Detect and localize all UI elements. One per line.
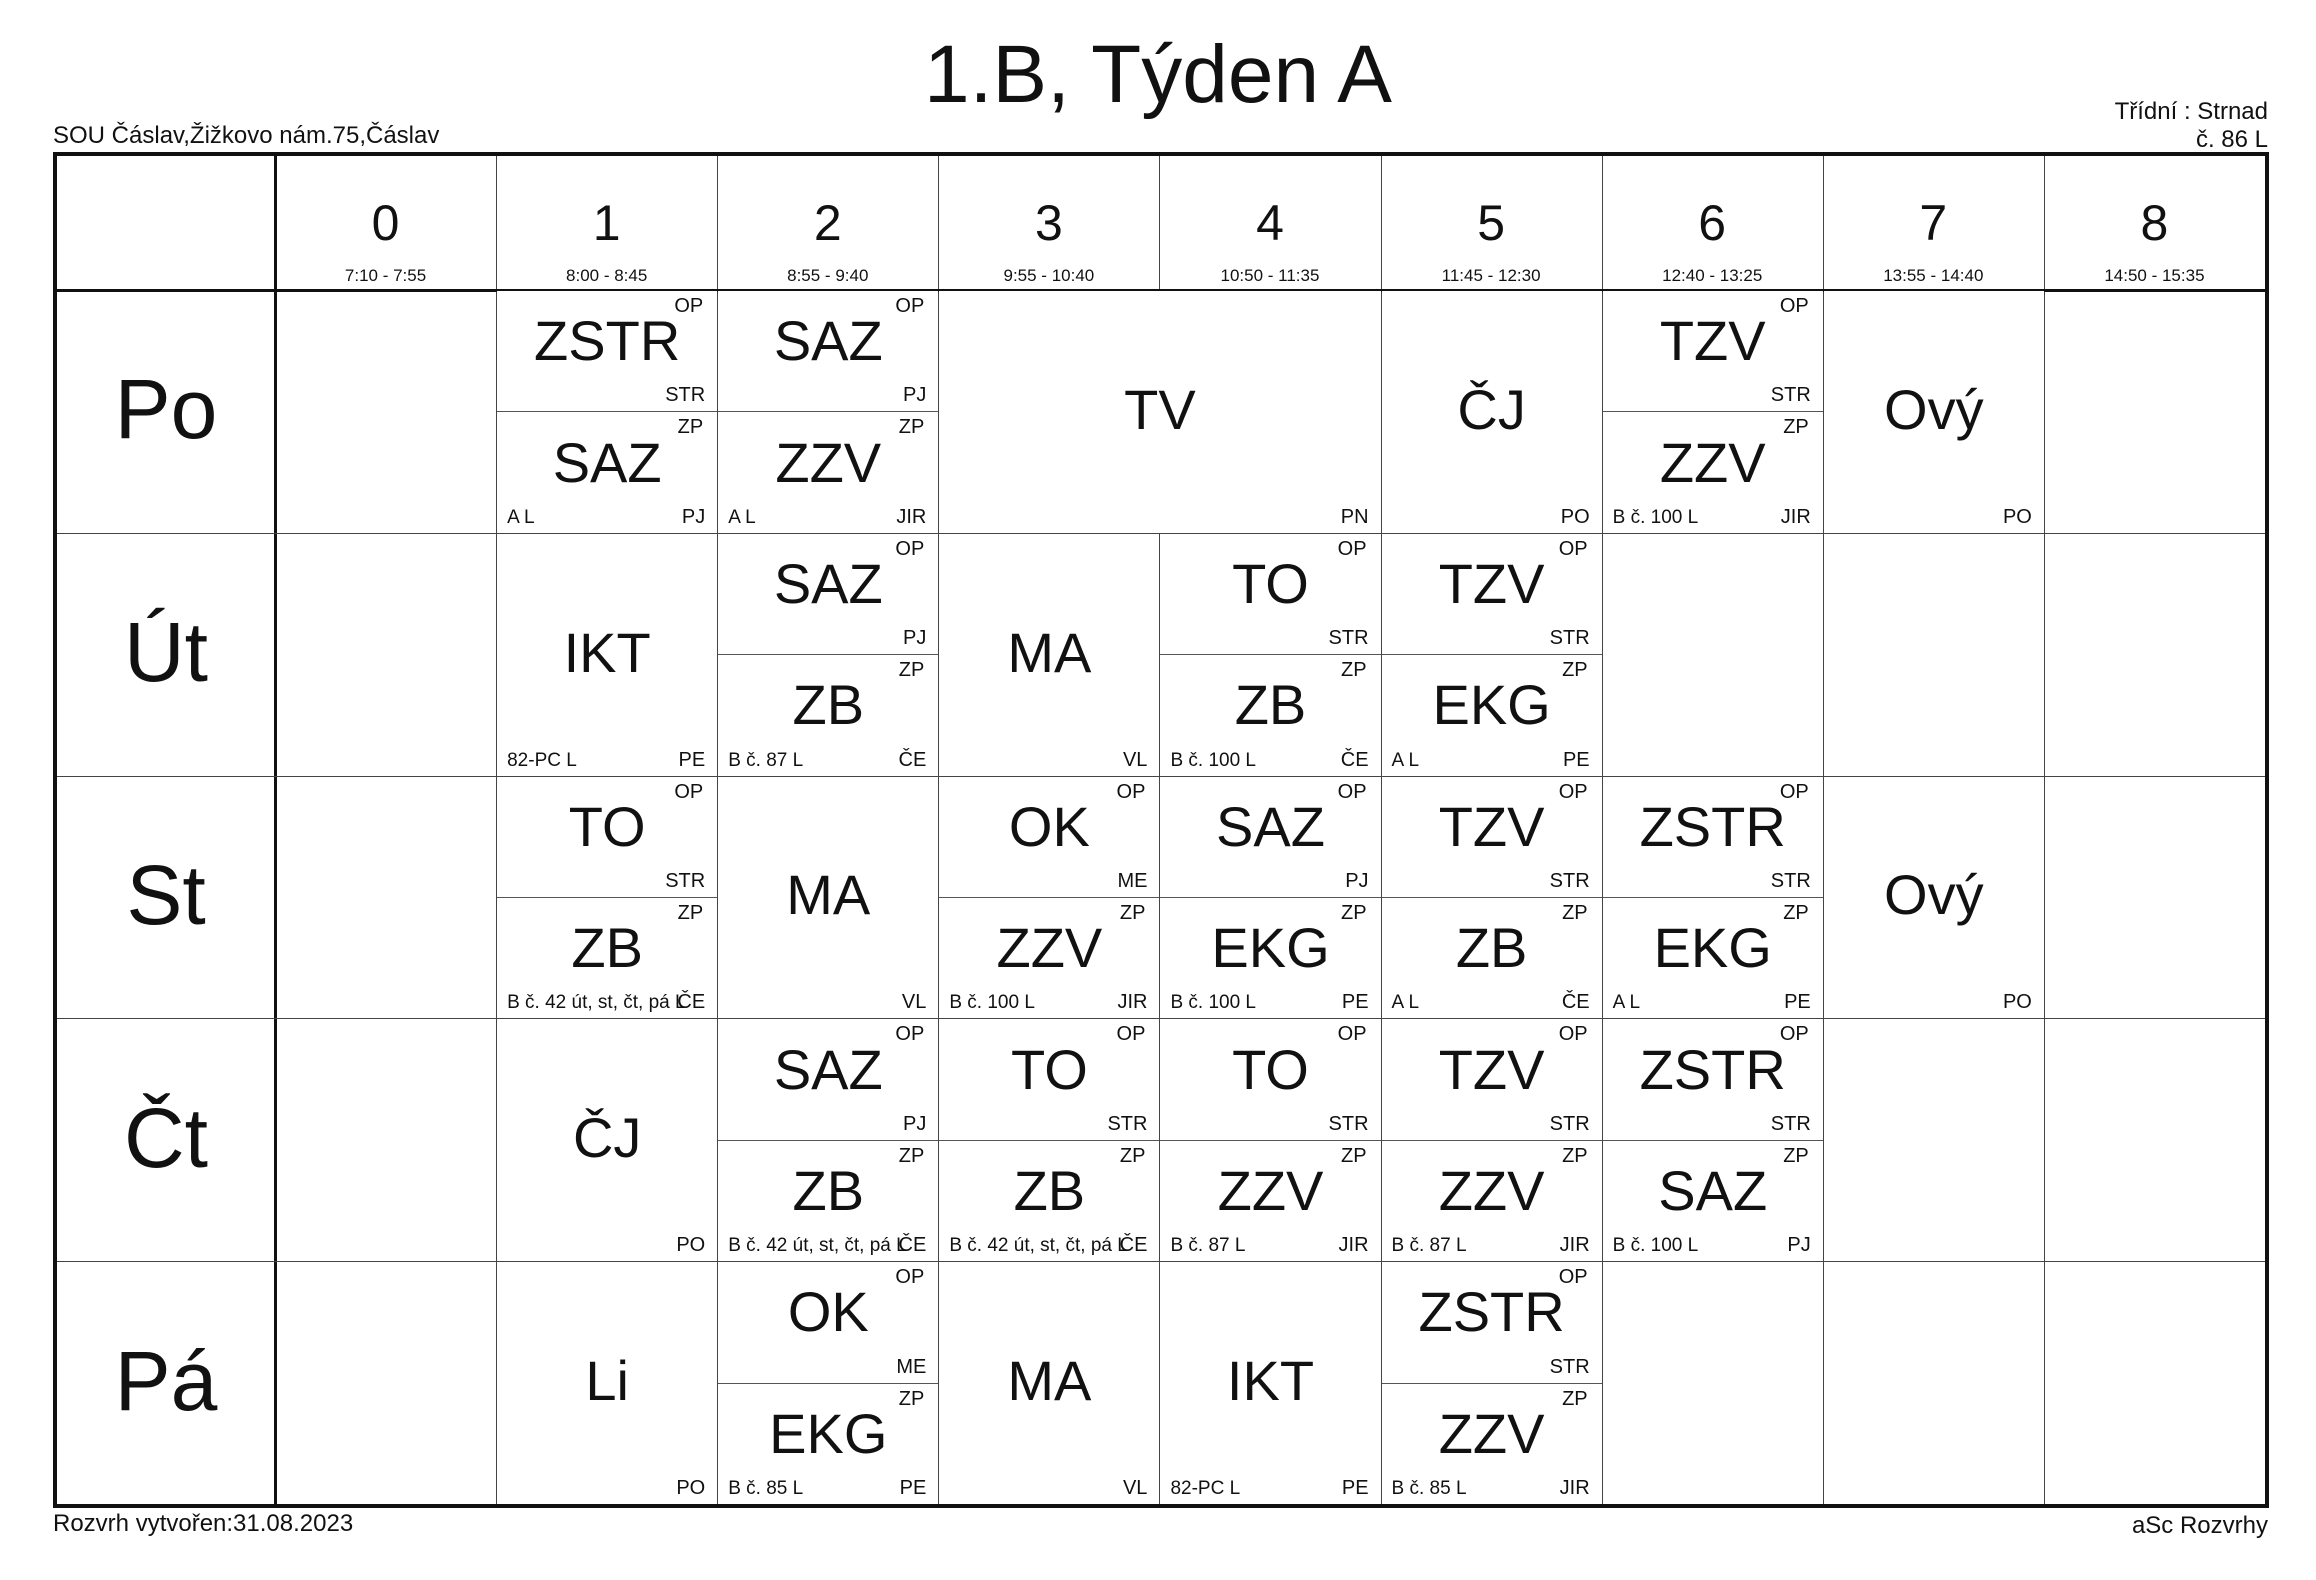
lesson-teacher: PE: [1562, 748, 1590, 771]
lesson-teacher: PE: [1341, 1476, 1369, 1499]
lesson-subject: SAZ: [773, 309, 883, 373]
lesson-teacher: ČE: [1561, 991, 1590, 1014]
lesson-room: B č. 87 L: [728, 749, 804, 771]
lesson-teacher: STR: [1328, 627, 1369, 650]
lesson-subject: Ový: [1884, 377, 1984, 441]
lesson-group: OP: [674, 780, 704, 803]
lesson-group: OP: [1558, 1266, 1588, 1289]
lesson-cell[interactable]: [718, 1383, 938, 1504]
lesson-subject: ČJ: [572, 1106, 642, 1170]
software-brand: aSc Rozvrhy: [2131, 1512, 2268, 1539]
lesson-teacher: PE: [1341, 991, 1369, 1014]
lesson-teacher: VL: [1122, 1476, 1148, 1499]
lesson-teacher: PO: [676, 1234, 706, 1257]
lesson-subject: TO: [568, 794, 646, 858]
lesson-subject: Li: [585, 1349, 629, 1413]
lesson-subject: ZB: [571, 916, 643, 980]
lesson-room: B č. 100 L: [1170, 749, 1256, 771]
lesson-subject: TZV: [1438, 551, 1545, 615]
lesson-cell[interactable]: [1160, 654, 1380, 775]
lesson-group: ZP: [1562, 659, 1588, 682]
lesson-teacher: PO: [2002, 991, 2032, 1014]
lesson-teacher: STR: [1549, 1355, 1590, 1378]
period-number: 7: [1919, 195, 1948, 251]
lesson-subject: ZZV: [1659, 430, 1766, 494]
day-name: Čt: [124, 1090, 208, 1185]
lesson-teacher: PJ: [902, 384, 927, 407]
lesson-teacher: STR: [1549, 627, 1590, 650]
class-teacher: [2115, 98, 2268, 154]
lesson-teacher: ČE: [1119, 1234, 1148, 1257]
lesson-subject: EKG: [1432, 673, 1551, 737]
lesson-subject: ZSTR: [1418, 1280, 1565, 1344]
lesson-teacher: ČE: [898, 748, 927, 771]
lesson-teacher: STR: [1328, 1112, 1369, 1135]
lesson-group: ZP: [1783, 416, 1809, 439]
period-number: 5: [1477, 195, 1505, 251]
lesson-room: A L: [1612, 992, 1641, 1014]
lesson-cell[interactable]: [1160, 897, 1380, 1018]
lesson-teacher: PJ: [1345, 869, 1369, 892]
period-header: [275, 156, 496, 290]
lesson-cell[interactable]: [497, 1262, 717, 1504]
lesson-subject: ZSTR: [1639, 1037, 1786, 1101]
lesson-room: A L: [728, 506, 756, 528]
lesson-teacher: JIR: [896, 505, 927, 528]
lesson-teacher: PO: [676, 1476, 706, 1499]
day-name: St: [126, 847, 206, 942]
lesson-cell[interactable]: [497, 897, 717, 1018]
period-time: 12:40 - 13:25: [1662, 266, 1763, 285]
lesson-cell[interactable]: [497, 777, 717, 897]
lesson-cell[interactable]: [1382, 1262, 1602, 1382]
lesson-subject: EKG: [769, 1401, 888, 1465]
lesson-teacher: JIR: [1559, 1234, 1590, 1257]
lesson-teacher: PJ: [902, 1112, 927, 1135]
period-time: 8:00 - 8:45: [566, 266, 648, 285]
lesson-subject: EKG: [1653, 916, 1772, 980]
lesson-teacher: JIR: [1338, 1234, 1369, 1257]
lesson-teacher: STR: [1107, 1112, 1148, 1135]
lesson-group: OP: [1337, 780, 1367, 803]
lesson-cell[interactable]: [1824, 291, 2044, 533]
lesson-subject: ZSTR: [534, 309, 681, 373]
lesson-subject: ZB: [1013, 1158, 1086, 1222]
day-label: [57, 1261, 275, 1504]
lesson-cell[interactable]: [1382, 291, 1602, 533]
lesson-room: A L: [1391, 992, 1420, 1014]
lesson-cell[interactable]: [497, 534, 717, 776]
lesson-subject: SAZ: [552, 430, 662, 494]
lesson-subject: OK: [1008, 794, 1090, 858]
lesson-room: B č. 42 út, st, čt, pá L: [949, 1235, 1128, 1257]
lesson-teacher: STR: [665, 869, 706, 892]
lesson-room: A L: [1391, 749, 1420, 771]
period-header: [938, 156, 1159, 290]
lesson-cell[interactable]: [1603, 777, 1823, 897]
lesson-room: B č. 42 út, st, čt, pá L: [728, 1235, 907, 1257]
lesson-cell[interactable]: [1824, 777, 2044, 1019]
lesson-cell[interactable]: [939, 1262, 1159, 1504]
lesson-subject: ČJ: [1457, 377, 1526, 441]
lesson-group: OP: [1779, 295, 1809, 317]
lesson-cell[interactable]: [1382, 897, 1602, 1018]
period-number: 0: [371, 195, 400, 251]
lesson-teacher: ČE: [1340, 748, 1369, 771]
period-number: 3: [1034, 195, 1063, 251]
lesson-cell[interactable]: [939, 1140, 1159, 1261]
lesson-group: ZP: [677, 416, 704, 439]
lesson-cell[interactable]: [1160, 1140, 1380, 1261]
lesson-cell[interactable]: [718, 1019, 938, 1139]
period-header: [1381, 156, 1602, 290]
lesson-group: ZP: [898, 1144, 925, 1167]
lesson-group: OP: [895, 537, 925, 560]
lesson-teacher: PE: [678, 748, 706, 771]
lesson-room: B č. 87 L: [1391, 1235, 1467, 1257]
lesson-teacher: JIR: [1117, 991, 1148, 1014]
lesson-teacher: STR: [1770, 1112, 1811, 1135]
lesson-group: ZP: [1340, 659, 1367, 682]
lesson-cell[interactable]: [939, 897, 1159, 1018]
lesson-cell[interactable]: [497, 1019, 717, 1261]
period-header: [496, 156, 717, 290]
lesson-subject: ZB: [1455, 916, 1528, 980]
lesson-cell[interactable]: [1603, 1140, 1823, 1261]
lesson-subject: MA: [1007, 620, 1092, 684]
lesson-group: ZP: [1562, 1144, 1588, 1167]
lesson-group: ZP: [677, 902, 704, 924]
lesson-cell[interactable]: [1382, 1140, 1602, 1261]
lesson-room: 82-PC L: [507, 749, 577, 771]
lesson-group: ZP: [1562, 1387, 1588, 1410]
period-time: 8:55 - 9:40: [787, 266, 869, 285]
lesson-room: B č. 100 L: [1612, 1235, 1699, 1257]
lesson-subject: SAZ: [773, 551, 883, 615]
lesson-subject: TZV: [1438, 1037, 1545, 1101]
lesson-subject: MA: [1007, 1349, 1092, 1413]
lesson-teacher: JIR: [1780, 505, 1811, 528]
lesson-subject: TV: [1124, 377, 1196, 441]
lesson-teacher: STR: [665, 384, 706, 407]
period-header: [1823, 156, 2044, 290]
period-header: [1159, 156, 1380, 290]
period-number: 4: [1256, 195, 1284, 251]
lesson-room: B č. 87 L: [1170, 1235, 1246, 1257]
lesson-cell[interactable]: [497, 411, 717, 532]
lesson-group: OP: [1779, 1023, 1809, 1046]
lesson-group: OP: [1337, 1023, 1367, 1046]
period-number: 2: [813, 195, 842, 251]
lesson-subject: TO: [1232, 551, 1309, 615]
lesson-group: OP: [1116, 1023, 1146, 1046]
lesson-teacher: VL: [1122, 748, 1148, 771]
lesson-cell[interactable]: [718, 654, 938, 775]
lesson-subject: MA: [786, 863, 871, 927]
lesson-group: ZP: [1340, 1144, 1367, 1167]
school-name: SOU Čáslav,Žižkovo nám.75,Čáslav: [53, 122, 440, 149]
lesson-cell[interactable]: [1382, 534, 1602, 654]
lesson-subject: ZZV: [1438, 1401, 1545, 1465]
lesson-cell[interactable]: [939, 534, 1159, 776]
lesson-teacher: ČE: [898, 1234, 927, 1257]
period-time: 13:55 - 14:40: [1883, 266, 1984, 285]
lesson-cell[interactable]: [718, 1262, 938, 1382]
lesson-subject: TO: [1011, 1037, 1088, 1101]
lesson-subject: ZB: [792, 673, 865, 737]
lesson-room: B č. 100 L: [1170, 992, 1256, 1014]
lesson-cell[interactable]: [939, 1019, 1159, 1139]
lesson-teacher: PJ: [1787, 1234, 1811, 1257]
lesson-cell[interactable]: [1603, 1019, 1823, 1139]
lesson-cell[interactable]: [1160, 777, 1380, 897]
lesson-cell[interactable]: [939, 291, 1380, 533]
lesson-room: B č. 42 út, st, čt, pá L: [507, 992, 686, 1014]
period-header: [1602, 156, 1823, 290]
lesson-group: ZP: [1119, 902, 1146, 924]
lesson-subject: ZSTR: [1639, 794, 1786, 858]
lesson-group: ZP: [1783, 1144, 1809, 1167]
lesson-group: ZP: [898, 416, 925, 439]
period-header: [2044, 156, 2265, 290]
period-number: 1: [592, 195, 621, 251]
lesson-cell[interactable]: [718, 534, 938, 654]
lesson-group: ZP: [1562, 902, 1588, 924]
period-time: 14:50 - 15:35: [2104, 266, 2205, 285]
lesson-subject: OK: [787, 1280, 869, 1344]
lesson-room: 82-PC L: [1170, 1477, 1241, 1499]
lesson-teacher: ME: [896, 1355, 927, 1378]
lesson-cell[interactable]: [718, 291, 938, 411]
lesson-group: OP: [895, 295, 925, 317]
day-label: [57, 290, 275, 533]
lesson-group: OP: [1558, 537, 1588, 560]
lesson-subject: ZB: [1234, 673, 1307, 737]
lesson-group: OP: [1337, 537, 1367, 560]
lesson-subject: IKT: [1226, 1349, 1315, 1413]
lesson-room: B č. 85 L: [1391, 1477, 1467, 1499]
day-name: Pá: [114, 1333, 218, 1428]
lesson-cell[interactable]: [1160, 534, 1380, 654]
lesson-room: B č. 100 L: [1612, 506, 1699, 528]
lesson-teacher: PE: [1784, 991, 1811, 1014]
lesson-group: OP: [1558, 780, 1588, 803]
lesson-teacher: PJ: [681, 505, 706, 528]
lesson-teacher: STR: [1549, 869, 1590, 892]
lesson-teacher: STR: [1770, 869, 1811, 892]
lesson-group: OP: [674, 295, 704, 317]
lesson-subject: ZB: [792, 1158, 865, 1222]
lesson-group: OP: [895, 1023, 925, 1046]
lesson-room: A L: [507, 506, 535, 528]
lesson-group: ZP: [898, 1387, 925, 1410]
created-date: Rozvrh vytvořen:31.08.2023: [53, 1510, 354, 1537]
lesson-cell[interactable]: [1603, 897, 1823, 1018]
lesson-teacher: PE: [899, 1476, 927, 1499]
lesson-subject: SAZ: [773, 1037, 883, 1101]
day-name: Út: [124, 605, 208, 700]
lesson-cell[interactable]: [1603, 411, 1823, 532]
column-divider: [2044, 156, 2045, 1504]
lesson-cell[interactable]: [1160, 1262, 1380, 1504]
lesson-group: OP: [895, 1266, 925, 1289]
lesson-teacher: PO: [2002, 505, 2032, 528]
lesson-group: OP: [1558, 1023, 1588, 1046]
lesson-subject: ZZV: [1438, 1158, 1545, 1222]
lesson-cell[interactable]: [1382, 1019, 1602, 1139]
lesson-cell[interactable]: [1160, 1019, 1380, 1139]
lesson-cell[interactable]: [1382, 777, 1602, 897]
day-label: [57, 533, 275, 776]
lesson-group: OP: [1116, 780, 1146, 803]
period-number: 8: [2140, 195, 2169, 251]
lesson-subject: SAZ: [1658, 1158, 1768, 1222]
period-time: 9:55 - 10:40: [1003, 266, 1095, 285]
lesson-cell[interactable]: [1603, 291, 1823, 411]
lesson-subject: TZV: [1659, 309, 1766, 373]
lesson-cell[interactable]: [1382, 1383, 1602, 1504]
lesson-subject: ZZV: [775, 430, 882, 494]
day-label: [57, 1018, 275, 1261]
lesson-teacher: PJ: [902, 627, 927, 650]
lesson-subject: Ový: [1884, 863, 1984, 927]
class-room: č. 86 L: [2195, 126, 2268, 153]
lesson-cell[interactable]: [497, 291, 717, 411]
lesson-teacher: ME: [1117, 869, 1148, 892]
lesson-subject: ZZV: [996, 916, 1103, 980]
lesson-teacher: JIR: [1559, 1476, 1590, 1499]
lesson-teacher: STR: [1549, 1112, 1590, 1135]
lesson-group: OP: [1779, 780, 1809, 803]
lesson-teacher: ČE: [677, 991, 706, 1014]
timetable-grid: [53, 152, 2269, 1508]
lesson-group: ZP: [1340, 902, 1367, 924]
lesson-subject: ZZV: [1217, 1158, 1324, 1222]
lesson-group: ZP: [898, 659, 925, 682]
class-teacher-name: Třídní : Strnad: [2114, 98, 2268, 125]
lesson-group: ZP: [1783, 902, 1809, 924]
lesson-cell[interactable]: [939, 777, 1159, 897]
lesson-subject: IKT: [563, 620, 651, 684]
lesson-cell[interactable]: [718, 1140, 938, 1261]
period-time: 7:10 - 7:55: [344, 266, 427, 285]
lesson-room: B č. 85 L: [728, 1477, 804, 1499]
period-time: 10:50 - 11:35: [1220, 266, 1320, 285]
lesson-room: B č. 100 L: [949, 992, 1035, 1014]
lesson-subject: TZV: [1438, 794, 1545, 858]
lesson-teacher: STR: [1770, 384, 1811, 407]
lesson-subject: TO: [1232, 1037, 1309, 1101]
lesson-teacher: VL: [901, 991, 927, 1014]
period-time: 11:45 - 12:30: [1441, 266, 1541, 285]
lesson-subject: SAZ: [1216, 794, 1325, 858]
lesson-subject: EKG: [1211, 916, 1330, 980]
lesson-cell[interactable]: [718, 777, 938, 1019]
period-header: [717, 156, 938, 290]
day-label: [57, 776, 275, 1019]
page-title: 1.B, Týden A: [923, 29, 1393, 120]
lesson-group: ZP: [1119, 1144, 1146, 1167]
day-name: Po: [114, 362, 218, 457]
lesson-cell[interactable]: [718, 411, 938, 532]
lesson-cell[interactable]: [1382, 654, 1602, 775]
period-number: 6: [1698, 195, 1727, 251]
lesson-teacher: PN: [1340, 505, 1369, 528]
lesson-teacher: PO: [1560, 505, 1590, 528]
